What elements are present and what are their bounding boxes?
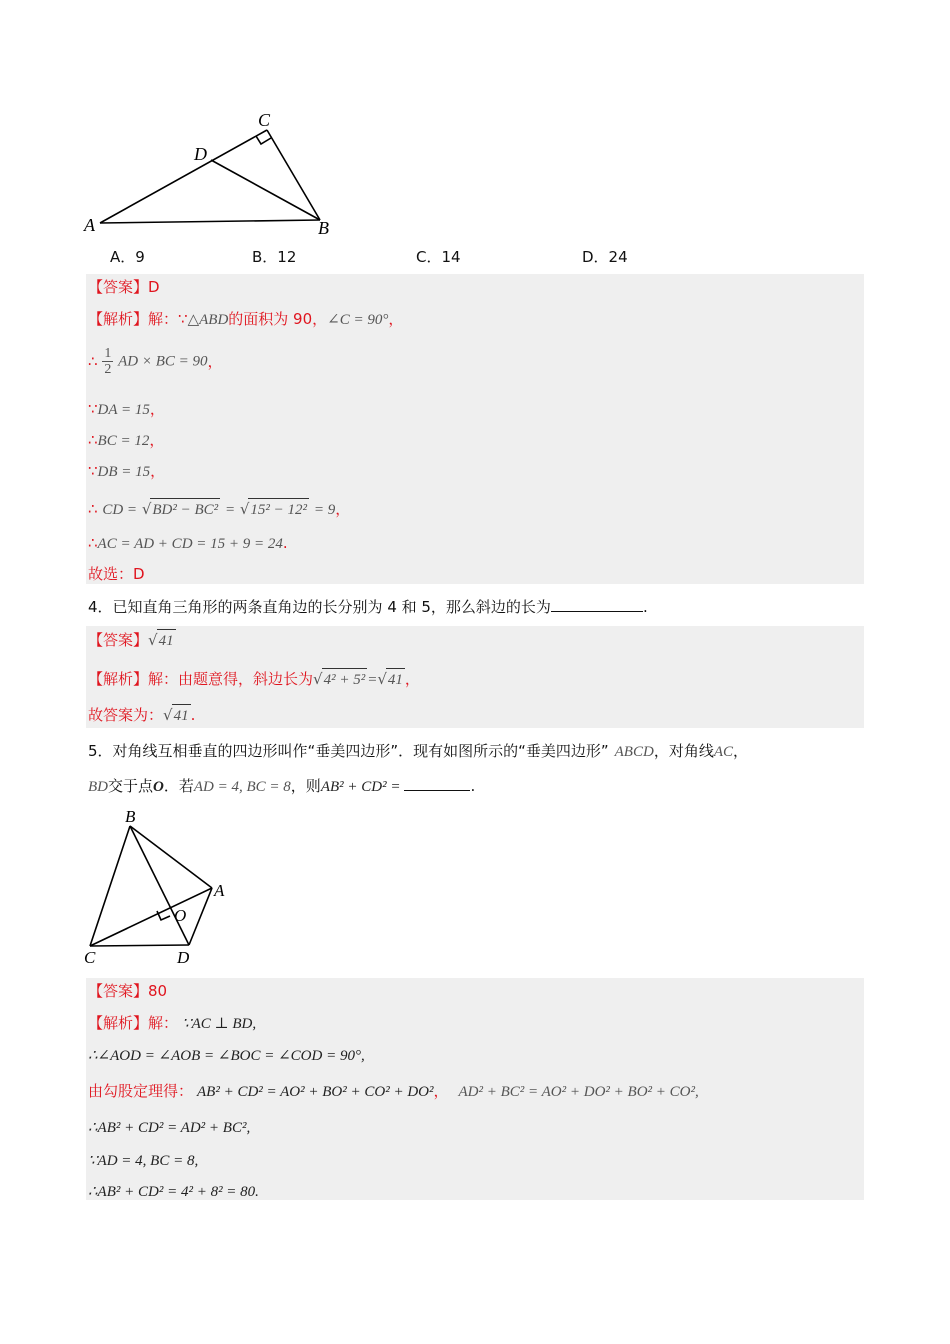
q5-question-line-2 bbox=[88, 774, 475, 798]
answer-value: 80 bbox=[148, 982, 168, 1000]
q5-text-2a: 交于点 bbox=[108, 777, 154, 795]
choice-b: B．12 bbox=[252, 248, 297, 266]
q4-answer-line bbox=[88, 629, 176, 652]
label-c: C bbox=[258, 110, 271, 130]
answer-tag: 【答案】 bbox=[88, 631, 149, 649]
label-d: D bbox=[194, 144, 207, 164]
q5-analysis-line-6 bbox=[88, 1180, 259, 1203]
q3-analysis-line-6 bbox=[88, 498, 350, 521]
ask-expression: AB² + CD² = bbox=[320, 779, 401, 795]
q5-text-2b: ．若 bbox=[163, 777, 194, 795]
triangle-abd: △ABD bbox=[187, 312, 229, 328]
q5-text-1b: ，对角线 bbox=[653, 742, 714, 760]
quad-abcd: ABCD bbox=[614, 744, 654, 760]
choice-value: D bbox=[133, 565, 145, 583]
triangle-figure bbox=[80, 108, 340, 238]
since-symbol: ∵ bbox=[178, 310, 188, 328]
equals-sign: = bbox=[224, 502, 236, 518]
q3-analysis-line-2 bbox=[88, 346, 223, 377]
analysis-tag: 【解析】 bbox=[88, 310, 149, 328]
radicand-a: 4² + 5² bbox=[322, 668, 368, 691]
jie-label: 解： bbox=[148, 310, 179, 328]
pythagoras-eq-1: AB² + CD² = AO² + BO² + CO² + DO² bbox=[197, 1084, 434, 1100]
fraction-numerator: 1 bbox=[104, 346, 112, 361]
label-a: A bbox=[214, 881, 225, 900]
q3-analysis-line-7 bbox=[88, 532, 288, 555]
area-equation: AD × BC = 90 bbox=[118, 353, 208, 370]
comma: ， bbox=[207, 352, 223, 371]
radicand-1: BD² − BC² bbox=[150, 498, 220, 521]
comma: ， bbox=[433, 1082, 449, 1100]
point-o: O bbox=[153, 779, 164, 795]
q5-text-1: 5．对角线互相垂直的四边形叫作“垂美四边形”．现有如图所示的“垂美四边形” bbox=[88, 742, 609, 760]
analysis-tag: 【解析】 bbox=[88, 1014, 149, 1032]
bc-value: BC = 12 bbox=[97, 433, 150, 449]
final-radicand: 41 bbox=[172, 704, 191, 727]
q5-analysis-line-2 bbox=[88, 1044, 365, 1067]
label-o: O bbox=[174, 906, 187, 925]
q5-analysis-line-1 bbox=[88, 1012, 256, 1035]
sum-equality: ∴AB² + CD² = AD² + BC², bbox=[88, 1120, 251, 1136]
segment-db bbox=[211, 160, 320, 220]
q5-question-line-1 bbox=[88, 740, 748, 763]
segment-bd bbox=[130, 826, 189, 945]
period: . bbox=[282, 534, 288, 552]
label-c: C bbox=[84, 948, 96, 967]
comma: ， bbox=[404, 670, 420, 688]
label-b: B bbox=[125, 807, 136, 826]
quadrilateral-figure bbox=[80, 806, 240, 968]
right-angle-mark bbox=[256, 136, 271, 144]
comma: ， bbox=[335, 500, 351, 518]
diag-bd: BD bbox=[88, 779, 108, 795]
label-d: D bbox=[177, 948, 190, 967]
radical-icon: √ bbox=[239, 500, 250, 518]
therefore-symbol: ∴ bbox=[88, 352, 98, 371]
da-value: DA = 15 bbox=[97, 402, 150, 418]
answer-blank bbox=[404, 774, 470, 791]
answer-value: D bbox=[148, 278, 160, 296]
q3-analysis-line-5 bbox=[88, 460, 165, 483]
fraction-half bbox=[102, 346, 113, 377]
segment-ba bbox=[130, 826, 212, 888]
period: . bbox=[470, 777, 476, 795]
choice-a: A．9 bbox=[110, 248, 145, 266]
radical-icon: √ bbox=[141, 500, 152, 518]
fraction-denominator: 2 bbox=[104, 362, 112, 377]
radical-icon: √ bbox=[163, 706, 173, 724]
q5-analysis-line-5 bbox=[88, 1149, 198, 1172]
segment-bc bbox=[90, 826, 130, 946]
q4-final-line bbox=[88, 704, 195, 727]
radical-icon: √ bbox=[148, 631, 158, 649]
q3-analysis-line-4 bbox=[88, 429, 164, 452]
jie-label: 解： bbox=[148, 1014, 179, 1032]
comma: ， bbox=[149, 431, 165, 449]
equals-sign: = bbox=[367, 672, 378, 688]
q3-analysis-line-3 bbox=[88, 398, 165, 421]
q3-analysis-line-1 bbox=[88, 308, 403, 331]
q4-question bbox=[88, 595, 648, 618]
cd-label: CD = bbox=[102, 502, 138, 518]
comma: ， bbox=[150, 462, 166, 480]
segment-ca bbox=[90, 888, 212, 946]
label-a: A bbox=[84, 215, 95, 235]
label-b: B bbox=[318, 218, 329, 238]
ac-equation: AC = AD + CD = 15 + 9 = 24 bbox=[97, 536, 283, 552]
radical-icon: √ bbox=[313, 670, 323, 688]
therefore-symbol: ∴ bbox=[88, 500, 98, 518]
q5-analysis-line-4 bbox=[88, 1116, 250, 1139]
answer-radicand: 41 bbox=[157, 629, 176, 652]
answer-tag: 【答案】 bbox=[88, 982, 149, 1000]
analysis-text: 解：由题意得，斜边长为 bbox=[148, 670, 314, 688]
q3-answer-line bbox=[88, 276, 160, 298]
q5-analysis-line-3 bbox=[88, 1080, 699, 1103]
comma: ， bbox=[733, 742, 749, 760]
final-calculation: ∴AB² + CD² = 4² + 8² = 80. bbox=[88, 1184, 259, 1200]
since-symbol: ∵ bbox=[88, 462, 98, 480]
db-value: DB = 15 bbox=[97, 464, 151, 480]
segment-ab bbox=[100, 220, 320, 223]
pythagoras-eq-2: AD² + BC² = AO² + DO² + BO² + CO², bbox=[458, 1084, 699, 1100]
q5-answer-line bbox=[88, 980, 167, 1002]
therefore-symbol: ∴ bbox=[88, 431, 98, 449]
perpendicular-statement: ∵AC ⊥ BD, bbox=[182, 1016, 257, 1032]
given-values: AD = 4, BC = 8 bbox=[193, 779, 291, 795]
radicand-b: 41 bbox=[386, 668, 405, 691]
period: . bbox=[190, 706, 196, 724]
pythagoras-text: 由勾股定理得： bbox=[88, 1082, 194, 1100]
q4-text: 4．已知直角三角形的两条直角边的长分别为 4 和 5，那么斜边的长为 bbox=[88, 598, 551, 616]
segment-cb bbox=[267, 130, 320, 220]
given-statement: ∵AD = 4, BC = 8, bbox=[88, 1153, 199, 1169]
area-text: 的面积为 90， bbox=[228, 310, 328, 328]
answer-blank bbox=[551, 595, 643, 612]
q5-text-2c: ，则 bbox=[290, 777, 321, 795]
radical-icon: √ bbox=[377, 670, 387, 688]
comma: ， bbox=[149, 400, 165, 418]
comma: ， bbox=[388, 310, 404, 328]
choice-tag: 故选： bbox=[88, 565, 134, 583]
angle-c: ∠C = 90° bbox=[327, 312, 389, 328]
choice-d: D．24 bbox=[582, 248, 628, 266]
q4-analysis-line bbox=[88, 668, 420, 691]
answer-tag: 【答案】 bbox=[88, 278, 149, 296]
period: . bbox=[642, 598, 648, 616]
cd-result: = 9 bbox=[313, 502, 336, 518]
therefore-symbol: ∴ bbox=[88, 534, 98, 552]
analysis-tag: 【解析】 bbox=[88, 670, 149, 688]
q3-choice-line bbox=[88, 563, 145, 585]
right-angles-statement: ∴∠AOD = ∠AOB = ∠BOC = ∠COD = 90°, bbox=[88, 1048, 365, 1064]
diag-ac: AC bbox=[713, 744, 733, 760]
final-text: 故答案为： bbox=[88, 706, 164, 724]
choice-c: C．14 bbox=[416, 248, 461, 266]
segment-cd bbox=[90, 945, 189, 946]
since-symbol: ∵ bbox=[88, 400, 98, 418]
radicand-2: 15² − 12² bbox=[248, 498, 309, 521]
